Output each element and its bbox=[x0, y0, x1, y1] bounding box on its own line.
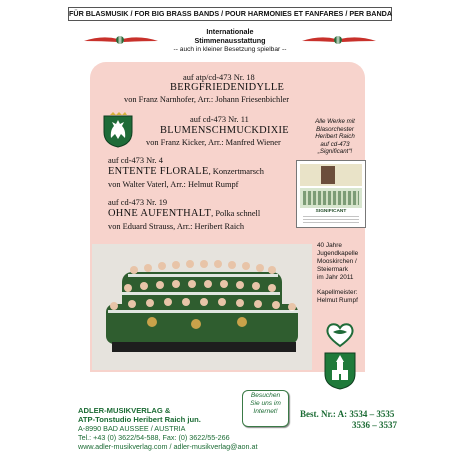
right-eagle-wing-logo bbox=[300, 33, 378, 47]
visit-line1: Besuchen bbox=[250, 392, 281, 399]
order-number-line2: 3536 – 3537 bbox=[352, 420, 397, 430]
header-line2: Stimmenausstattung bbox=[194, 36, 266, 45]
work2-ref: auf cd-473 Nr. 11 bbox=[190, 115, 249, 124]
work3-title-line bbox=[108, 166, 264, 177]
work2-by: von Franz Kicker, Arr.: Manfred Wiener bbox=[146, 138, 281, 147]
heart-emblem-icon bbox=[325, 322, 355, 348]
cd-note-line2: Blasorchester bbox=[316, 125, 354, 133]
header-line1: Internationale bbox=[206, 27, 254, 36]
cd-note-line5: „Significant“! bbox=[317, 148, 353, 155]
visit-line2: Sie uns im bbox=[250, 400, 281, 407]
band-info-line2: Jugendkapelle bbox=[317, 250, 359, 257]
publisher-name2: ATP-Tonstudio Heribert Raich jun. bbox=[78, 415, 201, 424]
styria-coat-of-arms-icon bbox=[102, 112, 134, 148]
publisher-phone: Tel.: +43 (0) 3622/54-588, Fax: (0) 3622/55-266 bbox=[78, 433, 230, 442]
left-eagle-wing-logo bbox=[82, 33, 160, 47]
conductor-name: Helmut Rumpf bbox=[317, 297, 358, 304]
band-info-line3: Mooskirchen / bbox=[317, 258, 357, 265]
work3-by: von Walter Vaterl, Arr.: Helmut Rumpf bbox=[108, 180, 239, 189]
conductor-label: Kapellmeister: bbox=[317, 289, 358, 296]
order-number-line1: Best. Nr.: A: 3534 – 3535 bbox=[300, 409, 395, 419]
cd-cover-image bbox=[296, 160, 366, 228]
cd-note-line4: auf cd-473 bbox=[320, 140, 350, 148]
band-info bbox=[317, 242, 367, 305]
work3-ref: auf cd-473 Nr. 4 bbox=[108, 156, 163, 165]
work4-ref: auf cd-473 Nr. 19 bbox=[108, 198, 168, 207]
band-photo bbox=[92, 244, 312, 370]
band-group-illustration bbox=[92, 244, 312, 370]
cd-note-line3: Heribert Raich bbox=[315, 133, 355, 140]
work4-title-line bbox=[108, 208, 260, 219]
band-info-line4: Steiermark bbox=[317, 266, 348, 273]
work4-title: OHNE AUFENTHALT bbox=[108, 208, 212, 219]
publisher-web[interactable]: www.adler-musikverlag.com / adler-musikverlag@aon.at bbox=[78, 442, 258, 451]
work1-by: von Franz Narnhofer, Arr.: Johann Friesenbichler bbox=[124, 95, 290, 104]
work3-title: ENTENTE FLORALE bbox=[108, 166, 209, 177]
band-info-line1: 40 Jahre bbox=[317, 242, 342, 249]
visit-website-box[interactable] bbox=[242, 390, 289, 427]
work4-by: von Eduard Strauss, Arr.: Heribert Raich bbox=[108, 222, 245, 231]
work2-title: BLUMENSCHMUCKDIXIE bbox=[160, 125, 289, 136]
work3-subtitle: , Konzertmarsch bbox=[208, 167, 264, 176]
visit-line3: Internet! bbox=[253, 408, 278, 415]
work1-title: BERGFRIEDENIDYLLE bbox=[170, 82, 285, 93]
work1-ref: auf atp/cd-473 Nr. 18 bbox=[183, 73, 255, 82]
header-line3: -- auch in kleiner Besetzung spielbar -- bbox=[173, 46, 287, 53]
cd-note bbox=[305, 118, 365, 156]
order-number bbox=[300, 409, 397, 431]
cd-cover-title: SIGNIFICANT bbox=[315, 209, 347, 214]
publisher-address-line: A-8990 BAD AUSSEE / AUSTRIA bbox=[78, 424, 186, 433]
publisher-address bbox=[78, 406, 257, 451]
municipal-coat-of-arms-icon bbox=[324, 352, 356, 390]
header-text bbox=[150, 27, 310, 54]
cd-note-line1: Alle Werke mit bbox=[315, 118, 355, 125]
work4-subtitle: , Polka schnell bbox=[211, 209, 261, 218]
publisher-name1: ADLER-MUSIKVERLAG & bbox=[78, 406, 171, 415]
top-category-bar: FÜR BLASMUSIK / FOR BIG BRASS BANDS / POUR HARMONIES ET FANFARES / PER BANDA bbox=[68, 7, 392, 21]
band-info-line5: im Jahr 2011 bbox=[317, 274, 354, 281]
